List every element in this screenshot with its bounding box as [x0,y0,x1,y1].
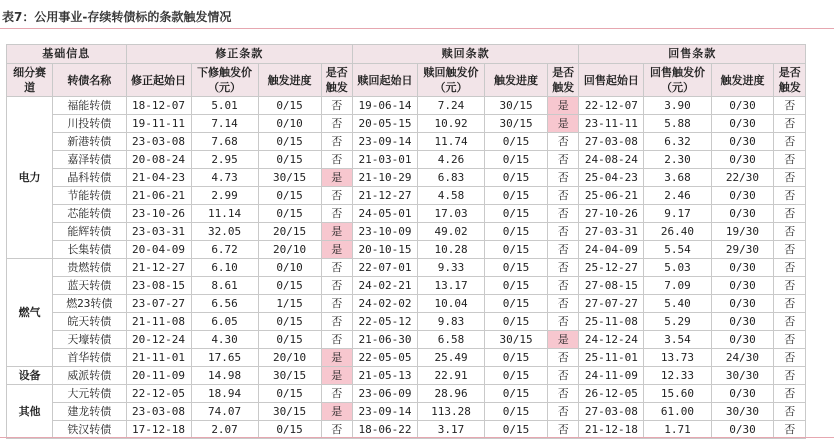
redeem-start-cell: 21-10-29 [352,169,417,187]
redeem-triggered-cell: 是 [547,115,578,133]
revise-triggered-cell: 否 [321,97,352,115]
bond-name-cell: 贵燃转债 [53,259,126,277]
revise-price-cell: 74.07 [191,403,258,421]
redeem-price-cell: 10.92 [417,115,484,133]
revise-triggered-cell: 否 [321,205,352,223]
redeem-start-cell: 21-05-13 [352,367,417,385]
table-row [7,241,806,259]
putback-start-cell: 22-12-07 [579,97,644,115]
table-row [7,421,806,439]
redeem-price-cell: 3.17 [417,421,484,439]
redeem-progress-cell: 0/15 [485,223,548,241]
putback-start-cell: 27-10-26 [579,205,644,223]
revise-progress-cell: 20/10 [258,241,321,259]
redeem-start-cell: 23-10-09 [352,223,417,241]
redeem-price-cell: 4.58 [417,187,484,205]
redeem-price-cell: 28.96 [417,385,484,403]
putback-start-cell: 26-12-05 [579,385,644,403]
revise-triggered-cell: 是 [321,349,352,367]
revise-price-cell: 2.99 [191,187,258,205]
bond-name-cell: 川投转债 [53,115,126,133]
revise-price-cell: 2.07 [191,421,258,439]
bond-name-cell: 嘉泽转债 [53,151,126,169]
table-row [7,367,806,385]
col-header-putback-price: 回售触发价（元） [644,64,711,97]
redeem-progress-cell: 0/15 [485,241,548,259]
table-row [7,169,806,187]
putback-start-cell: 23-11-11 [579,115,644,133]
putback-progress-cell: 0/30 [711,421,774,439]
redeem-price-cell: 4.26 [417,151,484,169]
revise-price-cell: 14.98 [191,367,258,385]
redeem-start-cell: 22-05-12 [352,313,417,331]
redeem-triggered-cell: 否 [547,277,578,295]
revise-price-cell: 4.30 [191,331,258,349]
revise-start-cell: 23-10-26 [126,205,191,223]
revise-triggered-cell: 否 [321,385,352,403]
redeem-price-cell: 113.28 [417,403,484,421]
putback-start-cell: 21-12-18 [579,421,644,439]
revise-start-cell: 21-12-27 [126,259,191,277]
putback-triggered-cell: 否 [774,205,806,223]
putback-price-cell: 7.09 [644,277,711,295]
revise-triggered-cell: 否 [321,421,352,439]
revise-start-cell: 21-11-01 [126,349,191,367]
col-header-putback-progress: 触发进度 [711,64,774,97]
putback-triggered-cell: 否 [774,331,806,349]
col-header-putback-start: 回售起始日 [579,64,644,97]
putback-progress-cell: 0/30 [711,295,774,313]
putback-progress-cell: 0/30 [711,313,774,331]
revise-start-cell: 23-07-27 [126,295,191,313]
bond-name-cell: 蓝天转债 [53,277,126,295]
bond-name-cell: 芯能转债 [53,205,126,223]
putback-triggered-cell: 否 [774,295,806,313]
revise-start-cell: 20-12-24 [126,331,191,349]
group-header-redeem: 赎回条款 [352,45,578,64]
table-row [7,223,806,241]
redeem-start-cell: 24-05-01 [352,205,417,223]
redeem-start-cell: 23-06-09 [352,385,417,403]
redeem-progress-cell: 0/15 [485,277,548,295]
putback-progress-cell: 29/30 [711,241,774,259]
redeem-price-cell: 7.24 [417,97,484,115]
redeem-progress-cell: 0/15 [485,187,548,205]
putback-triggered-cell: 否 [774,169,806,187]
redeem-triggered-cell: 否 [547,259,578,277]
revise-progress-cell: 0/15 [258,187,321,205]
redeem-price-cell: 6.83 [417,169,484,187]
redeem-start-cell: 18-06-22 [352,421,417,439]
putback-progress-cell: 0/30 [711,277,774,295]
revise-start-cell: 23-03-08 [126,133,191,151]
redeem-triggered-cell: 否 [547,295,578,313]
redeem-progress-cell: 0/15 [485,169,548,187]
putback-progress-cell: 0/30 [711,133,774,151]
putback-price-cell: 26.40 [644,223,711,241]
table-row [7,385,806,403]
redeem-triggered-cell: 否 [547,313,578,331]
redeem-triggered-cell: 否 [547,367,578,385]
redeem-progress-cell: 30/15 [485,97,548,115]
redeem-triggered-cell: 否 [547,205,578,223]
revise-progress-cell: 0/15 [258,97,321,115]
revise-price-cell: 7.14 [191,115,258,133]
redeem-start-cell: 21-06-30 [352,331,417,349]
redeem-progress-cell: 0/15 [485,259,548,277]
redeem-triggered-cell: 否 [547,169,578,187]
revise-price-cell: 6.72 [191,241,258,259]
sector-cell: 其他 [7,385,53,439]
redeem-triggered-cell: 否 [547,241,578,259]
redeem-price-cell: 10.04 [417,295,484,313]
table-row [7,259,806,277]
putback-start-cell: 27-03-08 [579,133,644,151]
revise-progress-cell: 0/15 [258,385,321,403]
revise-progress-cell: 0/15 [258,421,321,439]
redeem-progress-cell: 0/15 [485,421,548,439]
putback-progress-cell: 0/30 [711,331,774,349]
redeem-triggered-cell: 否 [547,421,578,439]
putback-triggered-cell: 否 [774,133,806,151]
col-header-redeem-price: 赎回触发价（元） [417,64,484,97]
putback-triggered-cell: 否 [774,259,806,277]
col-header-revise-price: 下修触发价（元） [191,64,258,97]
col-header-redeem-start: 赎回起始日 [352,64,417,97]
revise-progress-cell: 30/15 [258,403,321,421]
redeem-triggered-cell: 否 [547,385,578,403]
putback-price-cell: 3.90 [644,97,711,115]
revise-triggered-cell: 是 [321,367,352,385]
putback-triggered-cell: 否 [774,241,806,259]
table-row [7,97,806,115]
redeem-price-cell: 10.28 [417,241,484,259]
putback-start-cell: 24-12-24 [579,331,644,349]
table-row [7,403,806,421]
revise-progress-cell: 0/15 [258,277,321,295]
col-header-redeem-progress: 触发进度 [485,64,548,97]
bond-name-cell: 节能转债 [53,187,126,205]
redeem-progress-cell: 0/15 [485,367,548,385]
putback-start-cell: 25-04-23 [579,169,644,187]
putback-start-cell: 24-08-24 [579,151,644,169]
revise-start-cell: 17-12-18 [126,421,191,439]
revise-price-cell: 2.95 [191,151,258,169]
sector-cell: 设备 [7,367,53,385]
putback-price-cell: 3.54 [644,331,711,349]
group-header-revise: 修正条款 [126,45,352,64]
table-row [7,151,806,169]
revise-triggered-cell: 否 [321,331,352,349]
redeem-triggered-cell: 否 [547,349,578,367]
bond-name-cell: 燃23转债 [53,295,126,313]
revise-start-cell: 21-06-21 [126,187,191,205]
redeem-start-cell: 21-12-27 [352,187,417,205]
revise-progress-cell: 1/15 [258,295,321,313]
table-row [7,187,806,205]
putback-triggered-cell: 否 [774,349,806,367]
putback-price-cell: 5.54 [644,241,711,259]
putback-triggered-cell: 否 [774,421,806,439]
revise-price-cell: 6.05 [191,313,258,331]
revise-progress-cell: 0/15 [258,313,321,331]
revise-start-cell: 23-03-08 [126,403,191,421]
revise-progress-cell: 20/15 [258,223,321,241]
redeem-triggered-cell: 是 [547,97,578,115]
table-row [7,133,806,151]
col-header-revise-progress: 触发进度 [258,64,321,97]
redeem-progress-cell: 0/15 [485,349,548,367]
table-row [7,115,806,133]
putback-progress-cell: 0/30 [711,97,774,115]
table-body [7,97,806,439]
bond-name-cell: 首华转债 [53,349,126,367]
redeem-price-cell: 6.58 [417,331,484,349]
redeem-price-cell: 13.17 [417,277,484,295]
revise-start-cell: 21-04-23 [126,169,191,187]
bond-name-cell: 铁汉转债 [53,421,126,439]
redeem-price-cell: 9.83 [417,313,484,331]
bond-name-cell: 能辉转债 [53,223,126,241]
redeem-start-cell: 22-05-05 [352,349,417,367]
group-header-basic: 基础信息 [7,45,127,64]
putback-progress-cell: 0/30 [711,205,774,223]
revise-progress-cell: 0/15 [258,205,321,223]
redeem-progress-cell: 0/15 [485,133,548,151]
redeem-triggered-cell: 否 [547,403,578,421]
redeem-triggered-cell: 否 [547,223,578,241]
revise-triggered-cell: 否 [321,187,352,205]
putback-triggered-cell: 否 [774,367,806,385]
table-row [7,277,806,295]
col-header-sector: 细分赛道 [7,64,53,97]
revise-triggered-cell: 否 [321,133,352,151]
revise-progress-cell: 20/10 [258,349,321,367]
revise-triggered-cell: 是 [321,241,352,259]
redeem-price-cell: 9.33 [417,259,484,277]
putback-triggered-cell: 否 [774,223,806,241]
revise-progress-cell: 0/15 [258,331,321,349]
putback-price-cell: 6.32 [644,133,711,151]
redeem-progress-cell: 0/15 [485,205,548,223]
col-header-revise-start: 修正起始日 [126,64,191,97]
table-row [7,313,806,331]
putback-progress-cell: 0/30 [711,115,774,133]
revise-triggered-cell: 是 [321,403,352,421]
putback-price-cell: 12.33 [644,367,711,385]
bottom-divider [0,437,834,438]
putback-triggered-cell: 否 [774,385,806,403]
putback-triggered-cell: 否 [774,187,806,205]
putback-triggered-cell: 否 [774,313,806,331]
bond-name-cell: 晶科转债 [53,169,126,187]
redeem-start-cell: 23-09-14 [352,133,417,151]
revise-price-cell: 11.14 [191,205,258,223]
putback-triggered-cell: 否 [774,151,806,169]
redeem-start-cell: 20-05-15 [352,115,417,133]
redeem-start-cell: 22-07-01 [352,259,417,277]
putback-progress-cell: 0/30 [711,151,774,169]
revise-triggered-cell: 否 [321,151,352,169]
redeem-progress-cell: 30/15 [485,115,548,133]
putback-start-cell: 25-06-21 [579,187,644,205]
bond-name-cell: 皖天转债 [53,313,126,331]
col-header-bond-name: 转债名称 [53,64,126,97]
revise-start-cell: 21-11-08 [126,313,191,331]
revise-price-cell: 4.73 [191,169,258,187]
redeem-triggered-cell: 否 [547,151,578,169]
revise-price-cell: 7.68 [191,133,258,151]
group-header-putback: 回售条款 [579,45,806,64]
title-divider [0,28,834,29]
redeem-progress-cell: 0/15 [485,313,548,331]
putback-price-cell: 2.46 [644,187,711,205]
revise-progress-cell: 30/15 [258,367,321,385]
putback-price-cell: 5.29 [644,313,711,331]
redeem-price-cell: 49.02 [417,223,484,241]
revise-start-cell: 20-04-09 [126,241,191,259]
putback-price-cell: 5.40 [644,295,711,313]
sector-cell: 燃气 [7,259,53,367]
putback-triggered-cell: 否 [774,115,806,133]
bond-name-cell: 威派转债 [53,367,126,385]
putback-start-cell: 25-12-27 [579,259,644,277]
putback-start-cell: 24-11-09 [579,367,644,385]
putback-price-cell: 5.03 [644,259,711,277]
redeem-start-cell: 21-03-01 [352,151,417,169]
revise-triggered-cell: 否 [321,277,352,295]
putback-price-cell: 3.68 [644,169,711,187]
putback-progress-cell: 30/30 [711,403,774,421]
redeem-triggered-cell: 否 [547,133,578,151]
revise-start-cell: 18-12-07 [126,97,191,115]
col-header-revise-triggered: 是否触发 [321,64,352,97]
putback-price-cell: 2.30 [644,151,711,169]
putback-start-cell: 27-03-31 [579,223,644,241]
putback-progress-cell: 19/30 [711,223,774,241]
revise-price-cell: 32.05 [191,223,258,241]
redeem-start-cell: 19-06-14 [352,97,417,115]
putback-start-cell: 24-04-09 [579,241,644,259]
redeem-start-cell: 23-09-14 [352,403,417,421]
putback-start-cell: 25-11-08 [579,313,644,331]
putback-price-cell: 13.73 [644,349,711,367]
revise-price-cell: 5.01 [191,97,258,115]
redeem-price-cell: 17.03 [417,205,484,223]
redeem-progress-cell: 30/15 [485,331,548,349]
putback-progress-cell: 0/30 [711,187,774,205]
revise-triggered-cell: 否 [321,115,352,133]
redeem-price-cell: 11.74 [417,133,484,151]
revise-triggered-cell: 是 [321,169,352,187]
redeem-start-cell: 24-02-21 [352,277,417,295]
revise-start-cell: 20-08-24 [126,151,191,169]
redeem-progress-cell: 0/15 [485,295,548,313]
redeem-price-cell: 25.49 [417,349,484,367]
redeem-triggered-cell: 是 [547,331,578,349]
revise-triggered-cell: 否 [321,295,352,313]
revise-price-cell: 17.65 [191,349,258,367]
putback-price-cell: 15.60 [644,385,711,403]
putback-price-cell: 61.00 [644,403,711,421]
bond-name-cell: 长集转债 [53,241,126,259]
redeem-start-cell: 20-10-15 [352,241,417,259]
revise-start-cell: 23-03-31 [126,223,191,241]
revise-progress-cell: 0/15 [258,133,321,151]
revise-progress-cell: 0/10 [258,259,321,277]
bond-name-cell: 福能转债 [53,97,126,115]
revise-price-cell: 6.10 [191,259,258,277]
redeem-start-cell: 24-02-02 [352,295,417,313]
putback-price-cell: 1.71 [644,421,711,439]
bond-name-cell: 建龙转债 [53,403,126,421]
putback-start-cell: 25-11-01 [579,349,644,367]
revise-triggered-cell: 否 [321,259,352,277]
revise-progress-cell: 0/15 [258,151,321,169]
revise-price-cell: 6.56 [191,295,258,313]
putback-progress-cell: 0/30 [711,259,774,277]
putback-start-cell: 27-07-27 [579,295,644,313]
putback-progress-cell: 30/30 [711,367,774,385]
col-header-putback-triggered: 是否触发 [774,64,806,97]
table-title: 表7：公用事业-存续转债标的条款触发情况 [2,10,232,24]
revise-start-cell: 19-11-11 [126,115,191,133]
bond-name-cell: 天壕转债 [53,331,126,349]
revise-progress-cell: 30/15 [258,169,321,187]
col-header-redeem-triggered: 是否触发 [547,64,578,97]
revise-progress-cell: 0/10 [258,115,321,133]
putback-triggered-cell: 否 [774,97,806,115]
table-row [7,331,806,349]
table-row [7,349,806,367]
putback-progress-cell: 22/30 [711,169,774,187]
revise-triggered-cell: 是 [321,223,352,241]
redeem-progress-cell: 0/15 [485,151,548,169]
bond-name-cell: 新港转债 [53,133,126,151]
putback-start-cell: 27-03-08 [579,403,644,421]
revise-price-cell: 8.61 [191,277,258,295]
redeem-triggered-cell: 否 [547,187,578,205]
table-row [7,205,806,223]
redeem-price-cell: 22.91 [417,367,484,385]
putback-progress-cell: 0/30 [711,385,774,403]
sector-cell: 电力 [7,97,53,259]
bond-clause-table [6,44,806,439]
redeem-progress-cell: 0/15 [485,403,548,421]
table-row [7,295,806,313]
bond-name-cell: 大元转债 [53,385,126,403]
putback-triggered-cell: 否 [774,277,806,295]
revise-start-cell: 23-08-15 [126,277,191,295]
revise-start-cell: 20-11-09 [126,367,191,385]
putback-start-cell: 27-08-15 [579,277,644,295]
revise-triggered-cell: 否 [321,313,352,331]
redeem-progress-cell: 0/15 [485,385,548,403]
putback-price-cell: 5.88 [644,115,711,133]
putback-triggered-cell: 否 [774,403,806,421]
putback-price-cell: 9.17 [644,205,711,223]
putback-progress-cell: 24/30 [711,349,774,367]
revise-start-cell: 22-12-05 [126,385,191,403]
revise-price-cell: 18.94 [191,385,258,403]
